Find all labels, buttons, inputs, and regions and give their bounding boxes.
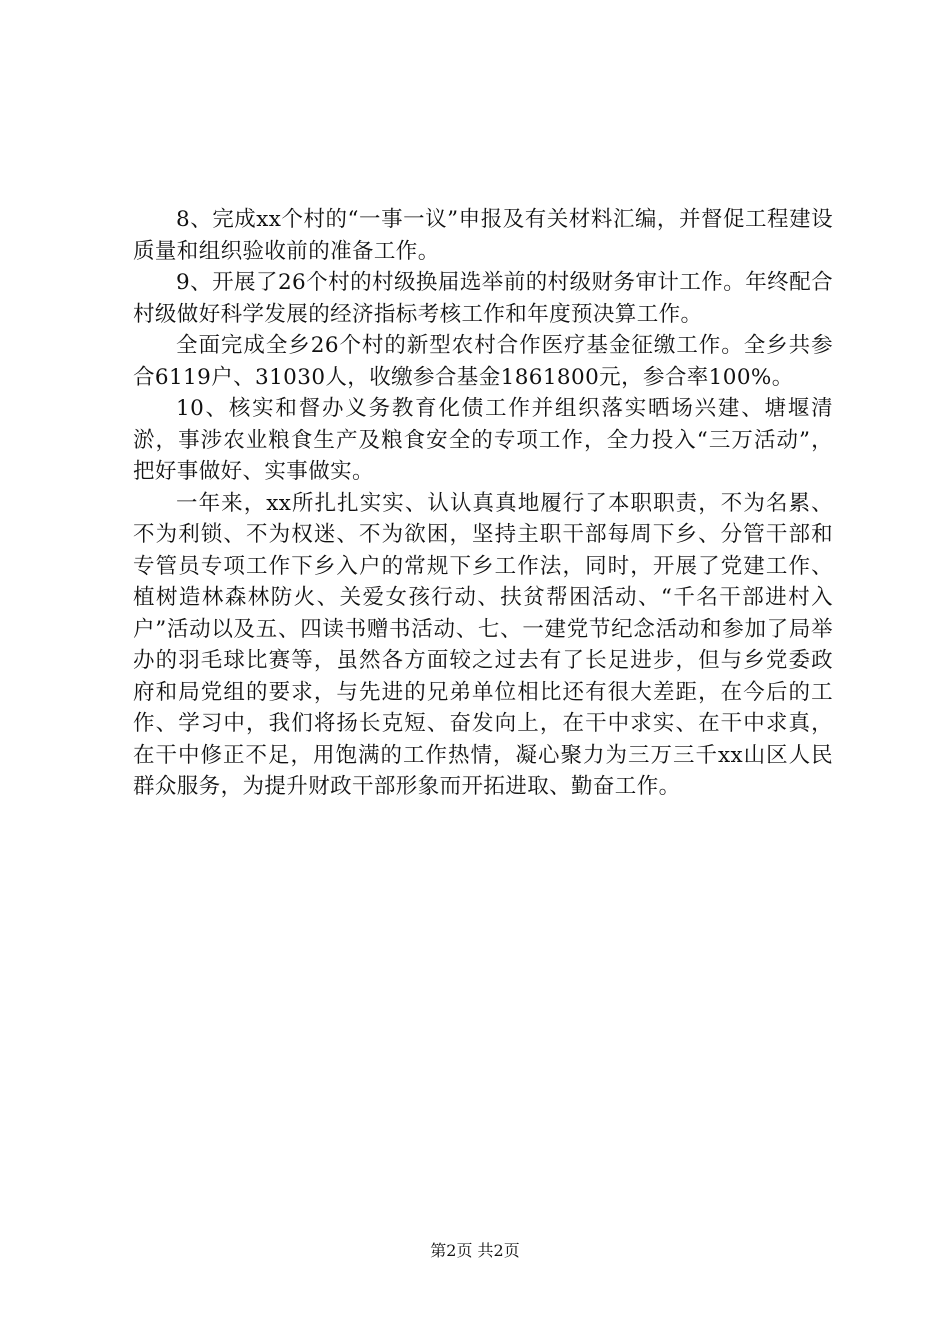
paragraph-item-8: 8、完成xx个村的“一事一议”申报及有关材料汇编，并督促工程建设质量和组织验收前的准备工作。 [133, 207, 833, 264]
paragraph-item-9: 9、开展了26个村的村级换届选举前的村级财务审计工作。年终配合村级做好科学发展的经济指标考核工作和年度预决算工作。 [133, 270, 833, 327]
paragraph-summary: 一年来，xx所扎扎实实、认认真真地履行了本职职责，不为名累、不为利锁、不为权迷、不为欲困，坚持主职干部每周下乡、分管干部和专管员专项工作下乡入户的常规下乡工作法，同时，开展了党建工作、植树造林森林防火、关爱女孩行动、扶贫帮困活动、“千名干部进村入户”活动以及五、四读书赠书活动、七、一建党节纪念活动和参加了局举办的羽毛球比赛等，虽然各方面较之过去有了长足进步，但与乡党委政府和局党组的要求，与先进的兄弟单位相比还有很大差距，在今后的工作、学习中，我们将扬长克短、奋发向上，在干中求实、在干中求真，在干中修正不足，用饱满的工作热情，凝心聚力为三万三千xx山区人民群众服务，为提升财政干部形象而开拓进取、勤奋工作。 [133, 490, 833, 799]
page-number-footer: 第2页 共2页 [430, 1241, 520, 1260]
paragraph-item-10: 10、核实和督办义务教育化债工作并组织落实晒场兴建、塘堰清淤，事涉农业粮食生产及粮食安全的专项工作，全力投入“三万活动”，把好事做好、实事做实。 [133, 396, 833, 484]
document-body [133, 204, 833, 803]
paragraph-medical-fund: 全面完成全乡26个村的新型农村合作医疗基金征缴工作。全乡共参合6119户、31030人，收缴参合基金1861800元，参合率100%。 [133, 333, 833, 390]
